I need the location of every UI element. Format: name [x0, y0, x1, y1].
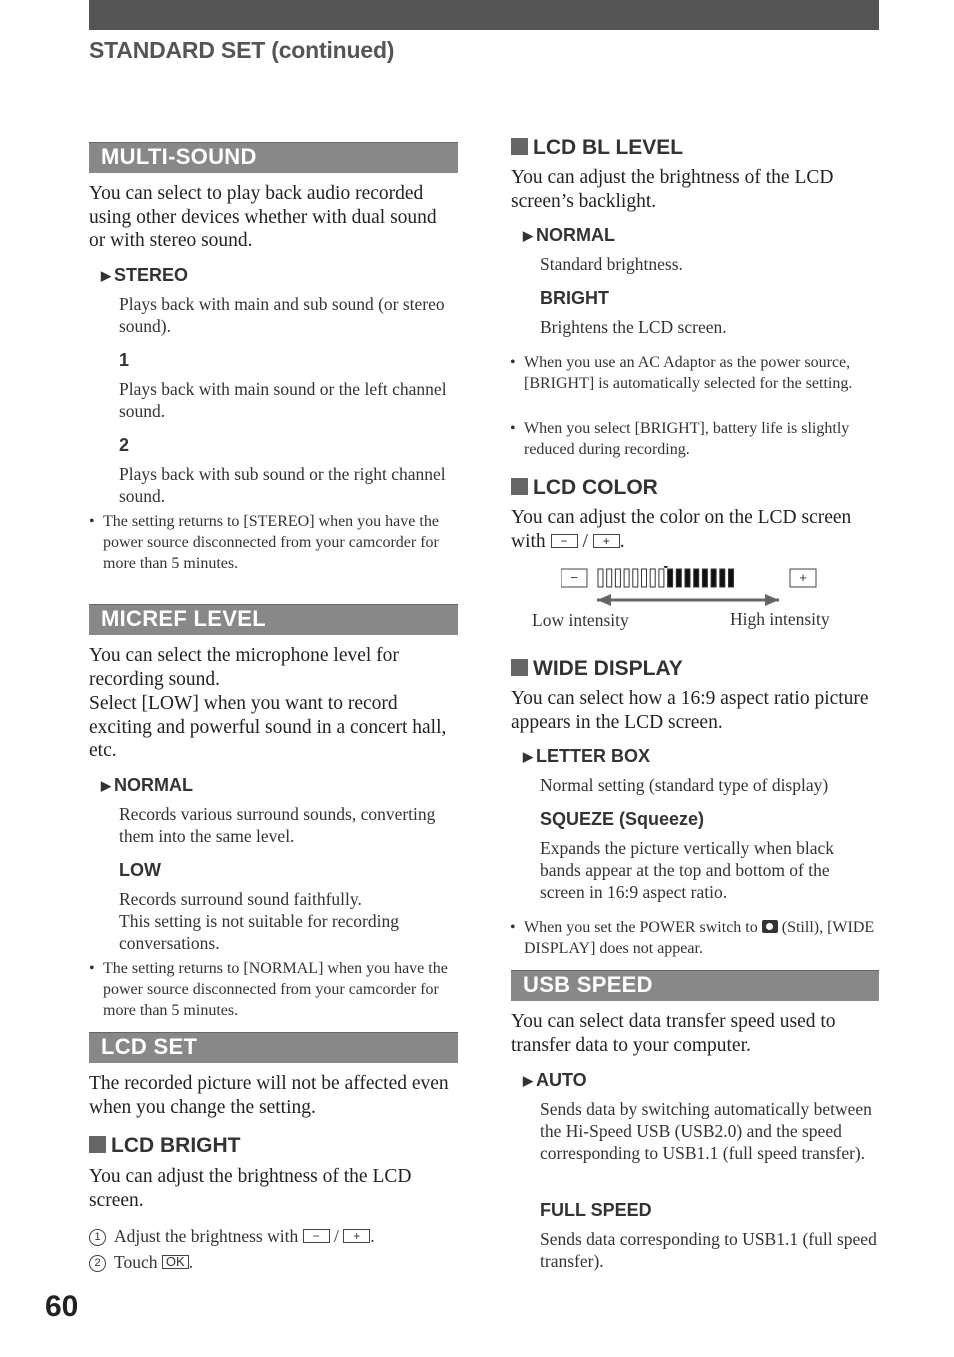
default-marker-icon: ▶	[101, 268, 111, 283]
subsection-lcd-color: LCD COLOR	[511, 476, 658, 500]
option-low-desc-2: This setting is not suitable for recording conversations.	[119, 911, 399, 953]
scale-bar	[668, 569, 673, 587]
section-header-multi-sound: MULTI-SOUND	[89, 142, 458, 173]
scale-bars	[598, 569, 734, 587]
scale-bar	[694, 569, 699, 587]
minus-button[interactable]: −	[303, 1229, 330, 1243]
option-letter-box-desc: Normal setting (standard type of display)	[540, 775, 829, 795]
lcd-bright-step-1: 1 Adjust the brightness with − / + .	[89, 1225, 454, 1247]
lcd-bright-step-2: 2 Touch OK .	[89, 1251, 454, 1273]
multi-sound-note: • The setting returns to [STEREO] when you have the power source disconnected from your camcorder for more than 5 minutes.	[89, 513, 439, 572]
color-intensity-scale	[561, 566, 851, 606]
scale-bar	[702, 569, 707, 587]
option-auto-desc: Sends data by switching automatically between the Hi-Speed USB (USB2.0) and the speed corresponding to USB1.1 (full speed transfer).	[540, 1099, 872, 1163]
ok-button[interactable]: OK	[162, 1255, 189, 1269]
scale-bar	[685, 569, 690, 587]
option-bl-bright: BRIGHT	[540, 288, 609, 308]
lcd-bright-intro: You can adjust the brightness of the LCD screen.	[89, 1166, 412, 1211]
scale-bar	[676, 569, 681, 587]
option-stereo-desc: Plays back with main and sub sound (or stereo sound).	[119, 294, 445, 336]
scale-bar	[633, 569, 638, 587]
option-stereo: ▶ STEREO	[101, 265, 189, 285]
section-header-micref-level: MICREF LEVEL	[89, 604, 458, 635]
usb-speed-intro: You can select data transfer speed used to transfer data to your computer.	[511, 1011, 836, 1056]
micref-note: • The setting returns to [NORMAL] when you have the power source disconnected from your camcorder for more than 5 minutes.	[89, 960, 448, 1019]
section-header-lcd-set: LCD SET	[89, 1032, 458, 1063]
plus-button[interactable]: +	[593, 534, 620, 548]
option-full-speed: FULL SPEED	[540, 1200, 652, 1220]
option-low-desc: Records surround sound faithfully.	[119, 889, 362, 909]
option-squeeze-desc: Expands the picture vertically when black bands appear at the top and bottom of the screen in 16:9 aspect ratio.	[540, 838, 834, 902]
lcd-set-intro: The recorded picture will not be affected even when you change the setting.	[89, 1073, 449, 1118]
camera-icon	[762, 920, 778, 933]
subsection-wide-display: WIDE DISPLAY	[511, 657, 683, 681]
scale-bar	[659, 569, 664, 587]
option-2: 2	[119, 435, 130, 455]
scale-bar	[720, 569, 725, 587]
wide-display-note: • When you set the POWER switch to (Still), [WIDE DISPLAY] does not appear.	[510, 919, 875, 957]
option-low: LOW	[119, 860, 161, 880]
option-normal: ▶ NORMAL	[101, 775, 193, 795]
scale-level-indicator	[664, 566, 668, 568]
arrow-right-icon	[765, 594, 779, 606]
square-bullet-icon	[511, 659, 528, 676]
option-bl-bright-desc: Brightens the LCD screen.	[540, 317, 727, 337]
section-header-usb-speed: USB SPEED	[511, 970, 879, 1001]
scale-bar	[642, 569, 647, 587]
option-normal-desc: Records various surround sounds, converting them into the same level.	[119, 804, 436, 846]
option-1: 1	[119, 350, 130, 370]
scale-bar	[729, 569, 734, 587]
step-number-icon: 1	[89, 1229, 106, 1246]
subsection-lcd-bl-level: LCD BL LEVEL	[511, 136, 683, 160]
option-squeeze: SQUEZE (Squeeze)	[540, 809, 705, 829]
page-number: 60	[45, 1290, 79, 1323]
square-bullet-icon	[89, 1136, 106, 1153]
micref-intro: You can select the microphone level for recording sound.	[89, 645, 399, 690]
subsection-lcd-bright: LCD BRIGHT	[89, 1134, 241, 1158]
scale-bar	[711, 569, 716, 587]
option-2-desc: Plays back with sub sound or the right channel sound.	[119, 464, 446, 506]
default-marker-icon: ▶	[523, 1073, 533, 1088]
option-bl-normal-desc: Standard brightness.	[540, 254, 683, 274]
step-number-icon: 2	[89, 1255, 106, 1272]
default-marker-icon: ▶	[101, 778, 111, 793]
scale-bar	[624, 569, 629, 587]
arrow-left-icon	[597, 594, 611, 606]
default-marker-icon: ▶	[523, 228, 533, 243]
plus-button[interactable]: +	[343, 1229, 370, 1243]
running-header: STANDARD SET (continued)	[89, 37, 395, 63]
square-bullet-icon	[511, 478, 528, 495]
scale-bar	[598, 569, 603, 587]
multi-sound-intro: You can select to play back audio recorded using other devices whether with dual sound or with stereo sound.	[89, 183, 437, 251]
wide-display-intro: You can select how a 16:9 aspect ratio picture appears in the LCD screen.	[511, 688, 869, 733]
minus-button[interactable]: −	[551, 534, 578, 548]
scale-plus-label: +	[799, 570, 807, 585]
option-full-speed-desc: Sends data corresponding to USB1.1 (full speed transfer).	[540, 1229, 877, 1271]
lcd-bl-note-1: • When you use an AC Adaptor as the power source, [BRIGHT] is automatically selected for the setting.	[510, 354, 853, 392]
scale-minus-label: −	[570, 570, 578, 585]
high-intensity-label: High intensity	[730, 609, 830, 629]
option-auto: ▶ AUTO	[523, 1070, 587, 1090]
default-marker-icon: ▶	[523, 749, 533, 764]
option-letter-box: ▶ LETTER BOX	[523, 746, 651, 766]
scale-bar	[607, 569, 612, 587]
low-intensity-label: Low intensity	[532, 610, 629, 630]
scale-bar	[650, 569, 655, 587]
micref-intro-2: Select [LOW] when you want to record exciting and powerful sound in a concert hall, etc.	[89, 693, 447, 761]
lcd-bl-intro: You can adjust the brightness of the LCD screen’s backlight.	[511, 167, 834, 212]
lcd-bl-note-2: • When you select [BRIGHT], battery life is slightly reduced during recording.	[510, 420, 850, 458]
lcd-color-intro: You can adjust the color on the LCD screen with − / + .	[511, 507, 852, 552]
top-bar	[89, 0, 879, 30]
square-bullet-icon	[511, 138, 528, 155]
option-bl-normal: ▶ NORMAL	[523, 225, 615, 245]
scale-bar	[615, 569, 620, 587]
option-1-desc: Plays back with main sound or the left channel sound.	[119, 379, 447, 421]
